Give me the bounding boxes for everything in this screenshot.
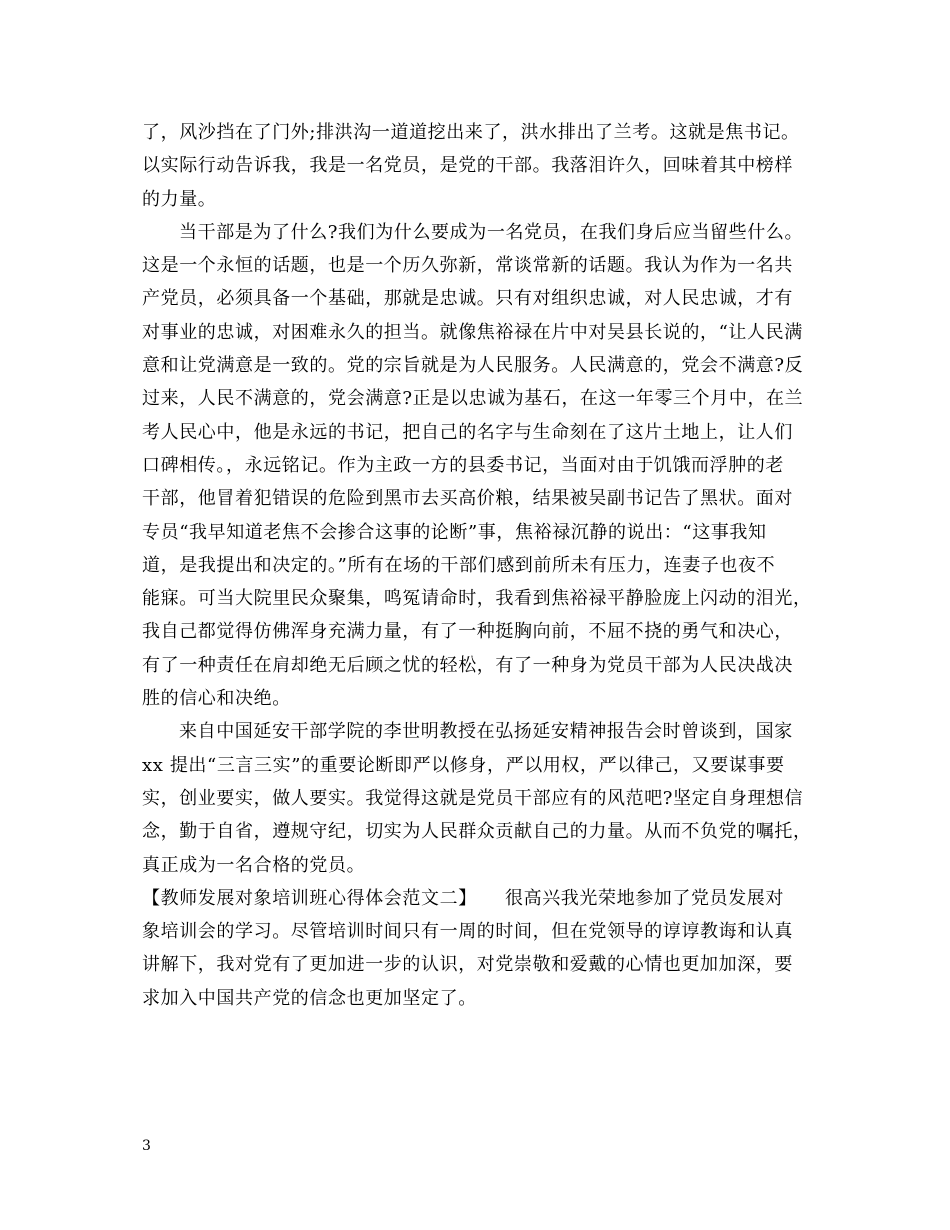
text-line: 专员“我早知道老焦不会掺合这事的论断”事，焦裕禄沉静的说出：“这事我知 bbox=[142, 521, 767, 543]
paragraph-3 bbox=[142, 715, 820, 881]
text-line: 能寐。可当大院里民众聚集，鸣冤请命时，我看到焦裕禄平静脸庞上闪动的泪光， bbox=[142, 588, 812, 610]
paragraph-4 bbox=[142, 882, 820, 1015]
text-line: 胜的信心和决绝。 bbox=[142, 688, 291, 710]
page-number: 3 bbox=[142, 1138, 151, 1154]
text-line: 求加入中国共产党的信念也更加坚定了。 bbox=[142, 987, 477, 1009]
text-line: 念，勤于自省，遵规守纪，切实为人民群众贡献自己的力量。从而不负党的嘱托， bbox=[142, 821, 812, 843]
paragraph-1 bbox=[142, 116, 820, 216]
text-line: 实，创业要实，做人要实。我觉得这就是党员干部应有的风范吧?坚定自身理想信 bbox=[142, 787, 804, 809]
text-line: 这是一个永恒的话题，也是一个历久弥新，常谈常新的话题。我认为作为一名共 bbox=[142, 255, 793, 277]
text-line: 对事业的忠诚，对困难永久的担当。就像焦裕禄在片中对吴县长说的，“让人民满 bbox=[142, 321, 803, 343]
text-line: 有了一种责任在肩却绝无后顾之忧的轻松，有了一种身为党员干部为人民决战决 bbox=[142, 654, 793, 676]
text-line: 当干部是为了什么?我们为什么要成为一名党员，在我们身后应当留些什么。 bbox=[179, 221, 804, 243]
text-line: 产党员，必须具备一个基础，那就是忠诚。只有对组织忠诚，对人民忠诚，才有 bbox=[142, 288, 793, 310]
text-line: 来自中国延安干部学院的李世明教授在弘扬延安精神报告会时曾谈到，国家 bbox=[179, 721, 793, 743]
text-line: 讲解下，我对党有了更加进一步的认识，对党崇敬和爱戴的心情也更加加深，要 bbox=[142, 954, 793, 976]
text-line: 以实际行动告诉我，我是一名党员，是党的干部。我落泪许久，回味着其中榜样 bbox=[142, 155, 793, 177]
text-line: 过来，人民不满意的，党会满意?正是以忠诚为基石，在这一年零三个月中，在兰 bbox=[142, 388, 804, 410]
text-line: 了，风沙挡在了门外;排洪沟一道道挖出来了，洪水排出了兰考。这就是焦书记。 bbox=[142, 122, 800, 143]
paragraph-2 bbox=[142, 216, 820, 715]
text-line: xx 提出“三言三实”的重要论断即严以修身，严以用权，严以律己，又要谋事要 bbox=[142, 754, 785, 776]
text-line: 干部，他冒着犯错误的危险到黑市去买高价粮，结果被吴副书记告了黑状。面对 bbox=[142, 488, 793, 510]
text-line: 道，是我提出和决定的。”所有在场的干部们感到前所未有压力，连妻子也夜不 bbox=[142, 554, 776, 576]
text-line: 考人民心中，他是永远的书记，把自己的名字与生命刻在了这片土地上，让人们 bbox=[142, 421, 793, 443]
text-line: 的力量。 bbox=[142, 188, 217, 210]
text-line: 我自己都觉得仿佛浑身充满力量，有了一种挺胸向前，不屈不挠的勇气和决心， bbox=[142, 621, 793, 643]
text-line: 口碑相传。，永远铭记。作为主政一方的县委书记，当面对由于饥饿而浮肿的老 bbox=[142, 454, 784, 476]
text-line: 意和让党满意是一致的。党的宗旨就是为人民服务。人民满意的，党会不满意?反 bbox=[142, 355, 804, 377]
text-line: 【教师发展对象培训班心得体会范文二】 很高兴我光荣地参加了党员发展对 bbox=[142, 887, 784, 909]
text-line: 真正成为一名合格的党员。 bbox=[142, 854, 366, 876]
text-line: 象培训会的学习。尽管培训时间只有一周的时间，但在党领导的谆谆教诲和认真 bbox=[142, 921, 793, 943]
body-text bbox=[142, 116, 820, 1015]
